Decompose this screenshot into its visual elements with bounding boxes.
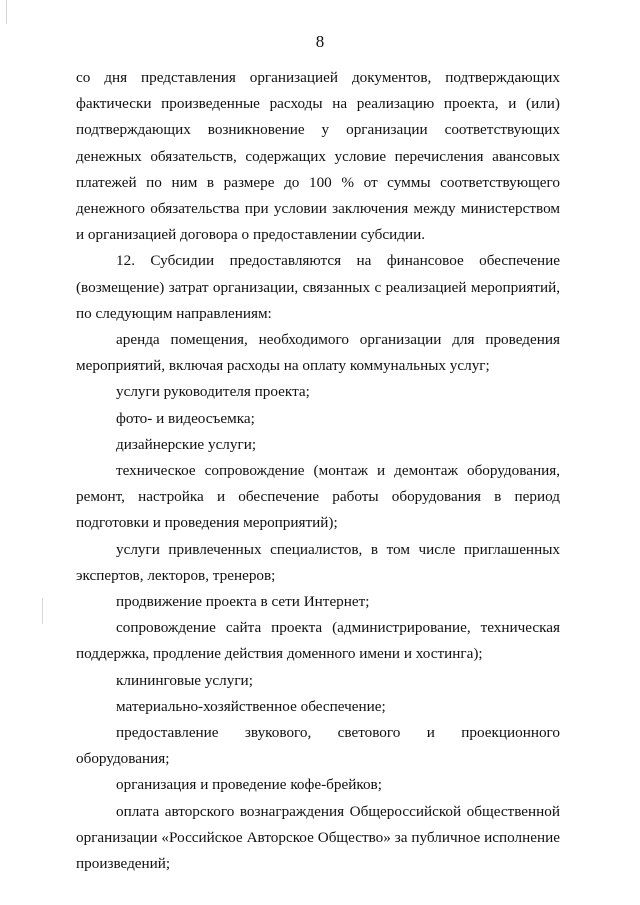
list-item-equipment: предоставление звукового, светового и проекционного оборудования; bbox=[76, 724, 560, 768]
scan-mark bbox=[42, 598, 43, 624]
scan-mark bbox=[6, 0, 7, 24]
list-item-specialists: услуги привлеченных специалистов, в том числе приглашенных экспертов, лекторов, тренеров; bbox=[76, 540, 560, 584]
list-item-logistics: материально-хозяйственное обеспечение; bbox=[116, 697, 386, 715]
list-item-author-fees: оплата авторского вознаграждения Общероссийской общественной организации «Российское Авторское Общество» за публичное исполнение произведений; bbox=[76, 802, 560, 873]
list-item-photo-video: фото- и видеосъемка; bbox=[116, 409, 255, 427]
list-item-technical-support: техническое сопровождение (монтаж и демонтаж оборудования, ремонт, настройка и обеспечение работы оборудования в период подготовки и проведения мероприятий); bbox=[76, 462, 560, 532]
paragraph-2: 12. Субсидии предоставляются на финансовое обеспечение (возмещение) затрат организации, связанных с реализацией мероприятий, по следующим направлениям: bbox=[76, 252, 560, 322]
list-item-rent: аренда помещения, необходимого организации для проведения мероприятий, включая расходы на оплату коммунальных услуг; bbox=[76, 331, 560, 375]
list-item-coffee-breaks: организация и проведение кофе-брейков; bbox=[116, 776, 382, 794]
list-item-design: дизайнерские услуги; bbox=[116, 435, 257, 453]
list-item-cleaning: клининговые услуги; bbox=[116, 671, 253, 689]
body-text bbox=[76, 65, 560, 877]
list-item-website-support: сопровождение сайта проекта (администрирование, техническая поддержка, продление действия доменного имени и хостинга); bbox=[76, 619, 560, 663]
paragraph-1: со дня представления организацией документов, подтверждающих фактически произведенные расходы на реализацию проекта, и (или) подтверждающих возникновение у организации соответствующих денежных обязательств, содержащих условие перечисления авансовых платежей по ним в размере до 100 % от суммы соответствующего денежного обязательства при условии заключения между министерством и организацией договора о предоставлении субсидии. bbox=[76, 69, 560, 244]
page-number: 8 bbox=[315, 32, 325, 51]
list-item-internet-promotion: продвижение проекта в сети Интернет; bbox=[116, 593, 370, 611]
list-item-project-manager: услуги руководителя проекта; bbox=[116, 383, 310, 401]
